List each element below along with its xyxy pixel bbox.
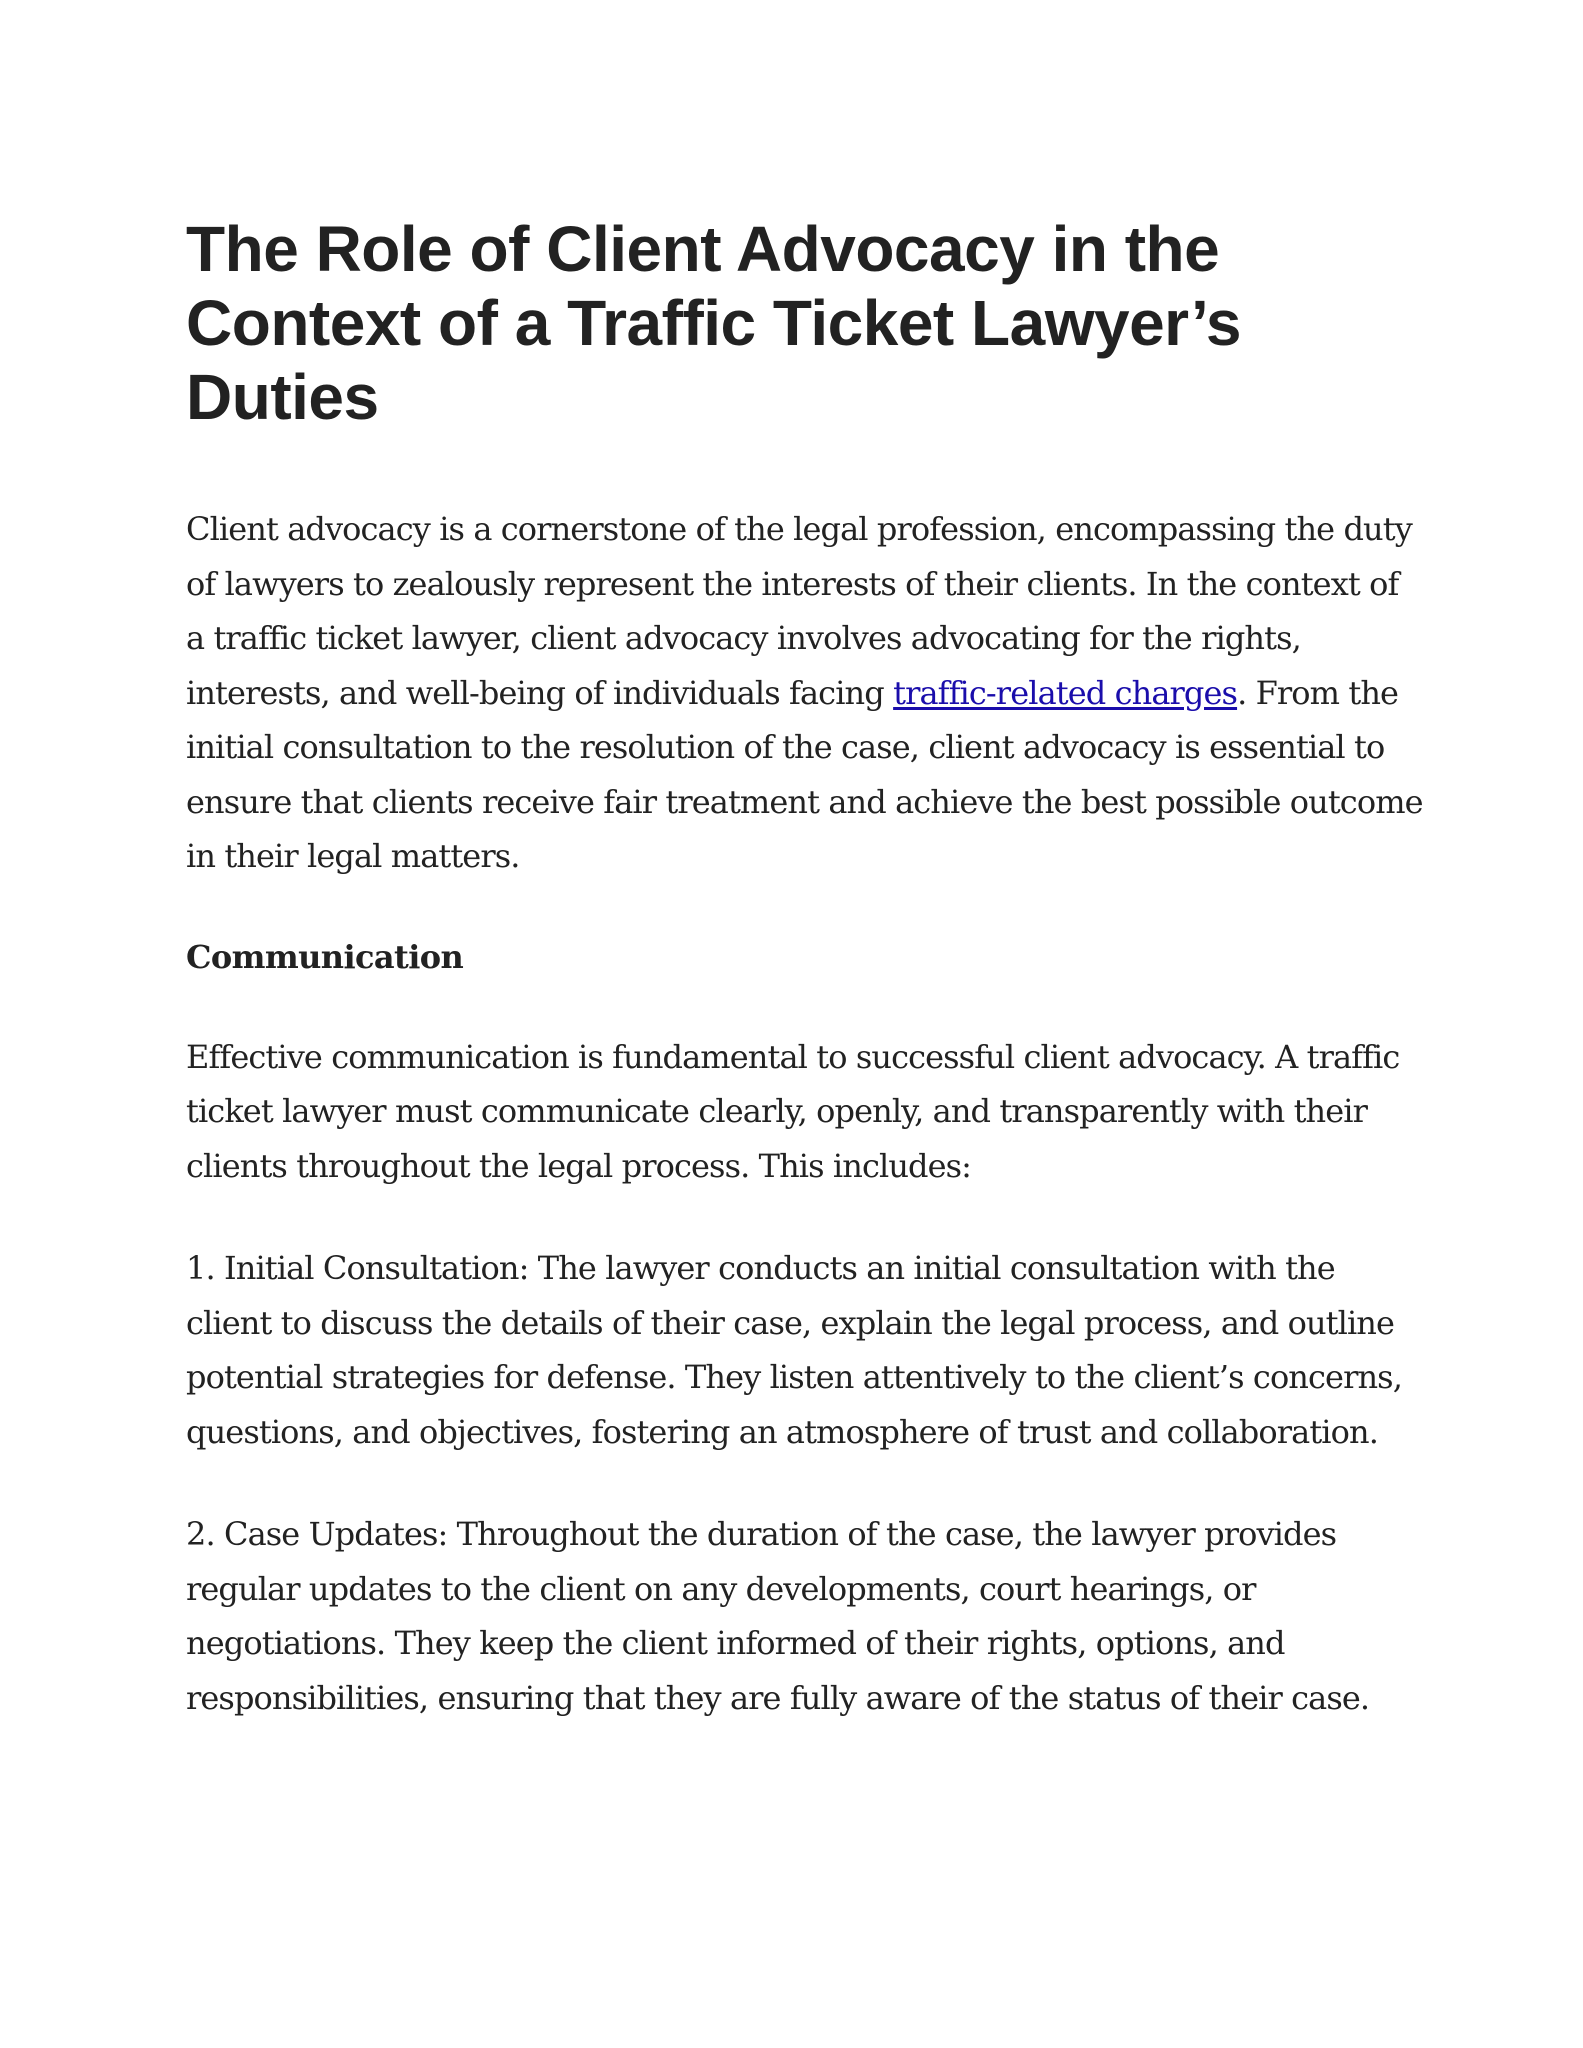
paragraph-line: a traffic ticket lawyer, client advocacy involves advocating for the rights, [186,619,1301,657]
paragraph-line: of lawyers to zealously represent the interests of their clients. In the context of [186,564,1399,603]
paragraph-line: negotiations. They keep the client informed of their rights, options, and [186,1624,1285,1662]
traffic-charges-link[interactable]: traffic-related charges [893,673,1238,712]
paragraph-line: Effective communication is fundamental to successful client advocacy. A traffic [186,1037,1400,1076]
list-item-initial-consultation [186,1241,1416,1459]
paragraph-line: regular updates to the client on any developments, court hearings, or [186,1569,1256,1608]
paragraph-line: initial consultation to the resolution of the case, client advocacy is essential to [186,728,1385,766]
paragraph-line: ticket lawyer must communicate clearly, openly, and transparently with their [186,1092,1368,1130]
section-heading-communication: Communication [186,937,464,976]
intro-paragraph [186,502,1423,884]
paragraph-line: in their legal matters. [186,837,520,875]
paragraph-line: 2. Case Updates: Throughout the duration of the case, the lawyer provides [186,1515,1337,1553]
paragraph-line: client to discuss the details of their case, explain the legal process, and outline [186,1303,1395,1342]
paragraph-line: clients throughout the legal process. This includes: [186,1146,972,1185]
title-line: Context of a Traffic Ticket Lawyer’s [186,287,1241,359]
paragraph-line: responsibilities, ensuring that they are fully aware of the status of their case. [186,1678,1370,1717]
paragraph-line: Client advocacy is a cornerstone of the legal profession, encompassing the duty [186,510,1412,548]
list-item-case-updates [186,1507,1416,1725]
paragraph-line: potential strategies for defense. They listen attentively to the client’s concerns, [186,1358,1402,1396]
article-body [186,212,1423,1725]
title-line: The Role of Client Advocacy in the [186,213,1220,285]
communication-paragraph [186,1030,1416,1194]
paragraph-line: ensure that clients receive fair treatment and achieve the best possible outcome [186,782,1423,821]
title-line: Duties [186,361,379,433]
paragraph-text: interests, and well-being of individuals facing [186,673,894,712]
paragraph-line-with-link [186,666,1416,721]
paragraph-text: . From the [1237,673,1399,712]
page-title [186,212,1416,434]
paragraph-line: 1. Initial Consultation: The lawyer conducts an initial consultation with the [186,1249,1335,1287]
paragraph-line: questions, and objectives, fostering an atmosphere of trust and collaboration. [186,1412,1378,1451]
